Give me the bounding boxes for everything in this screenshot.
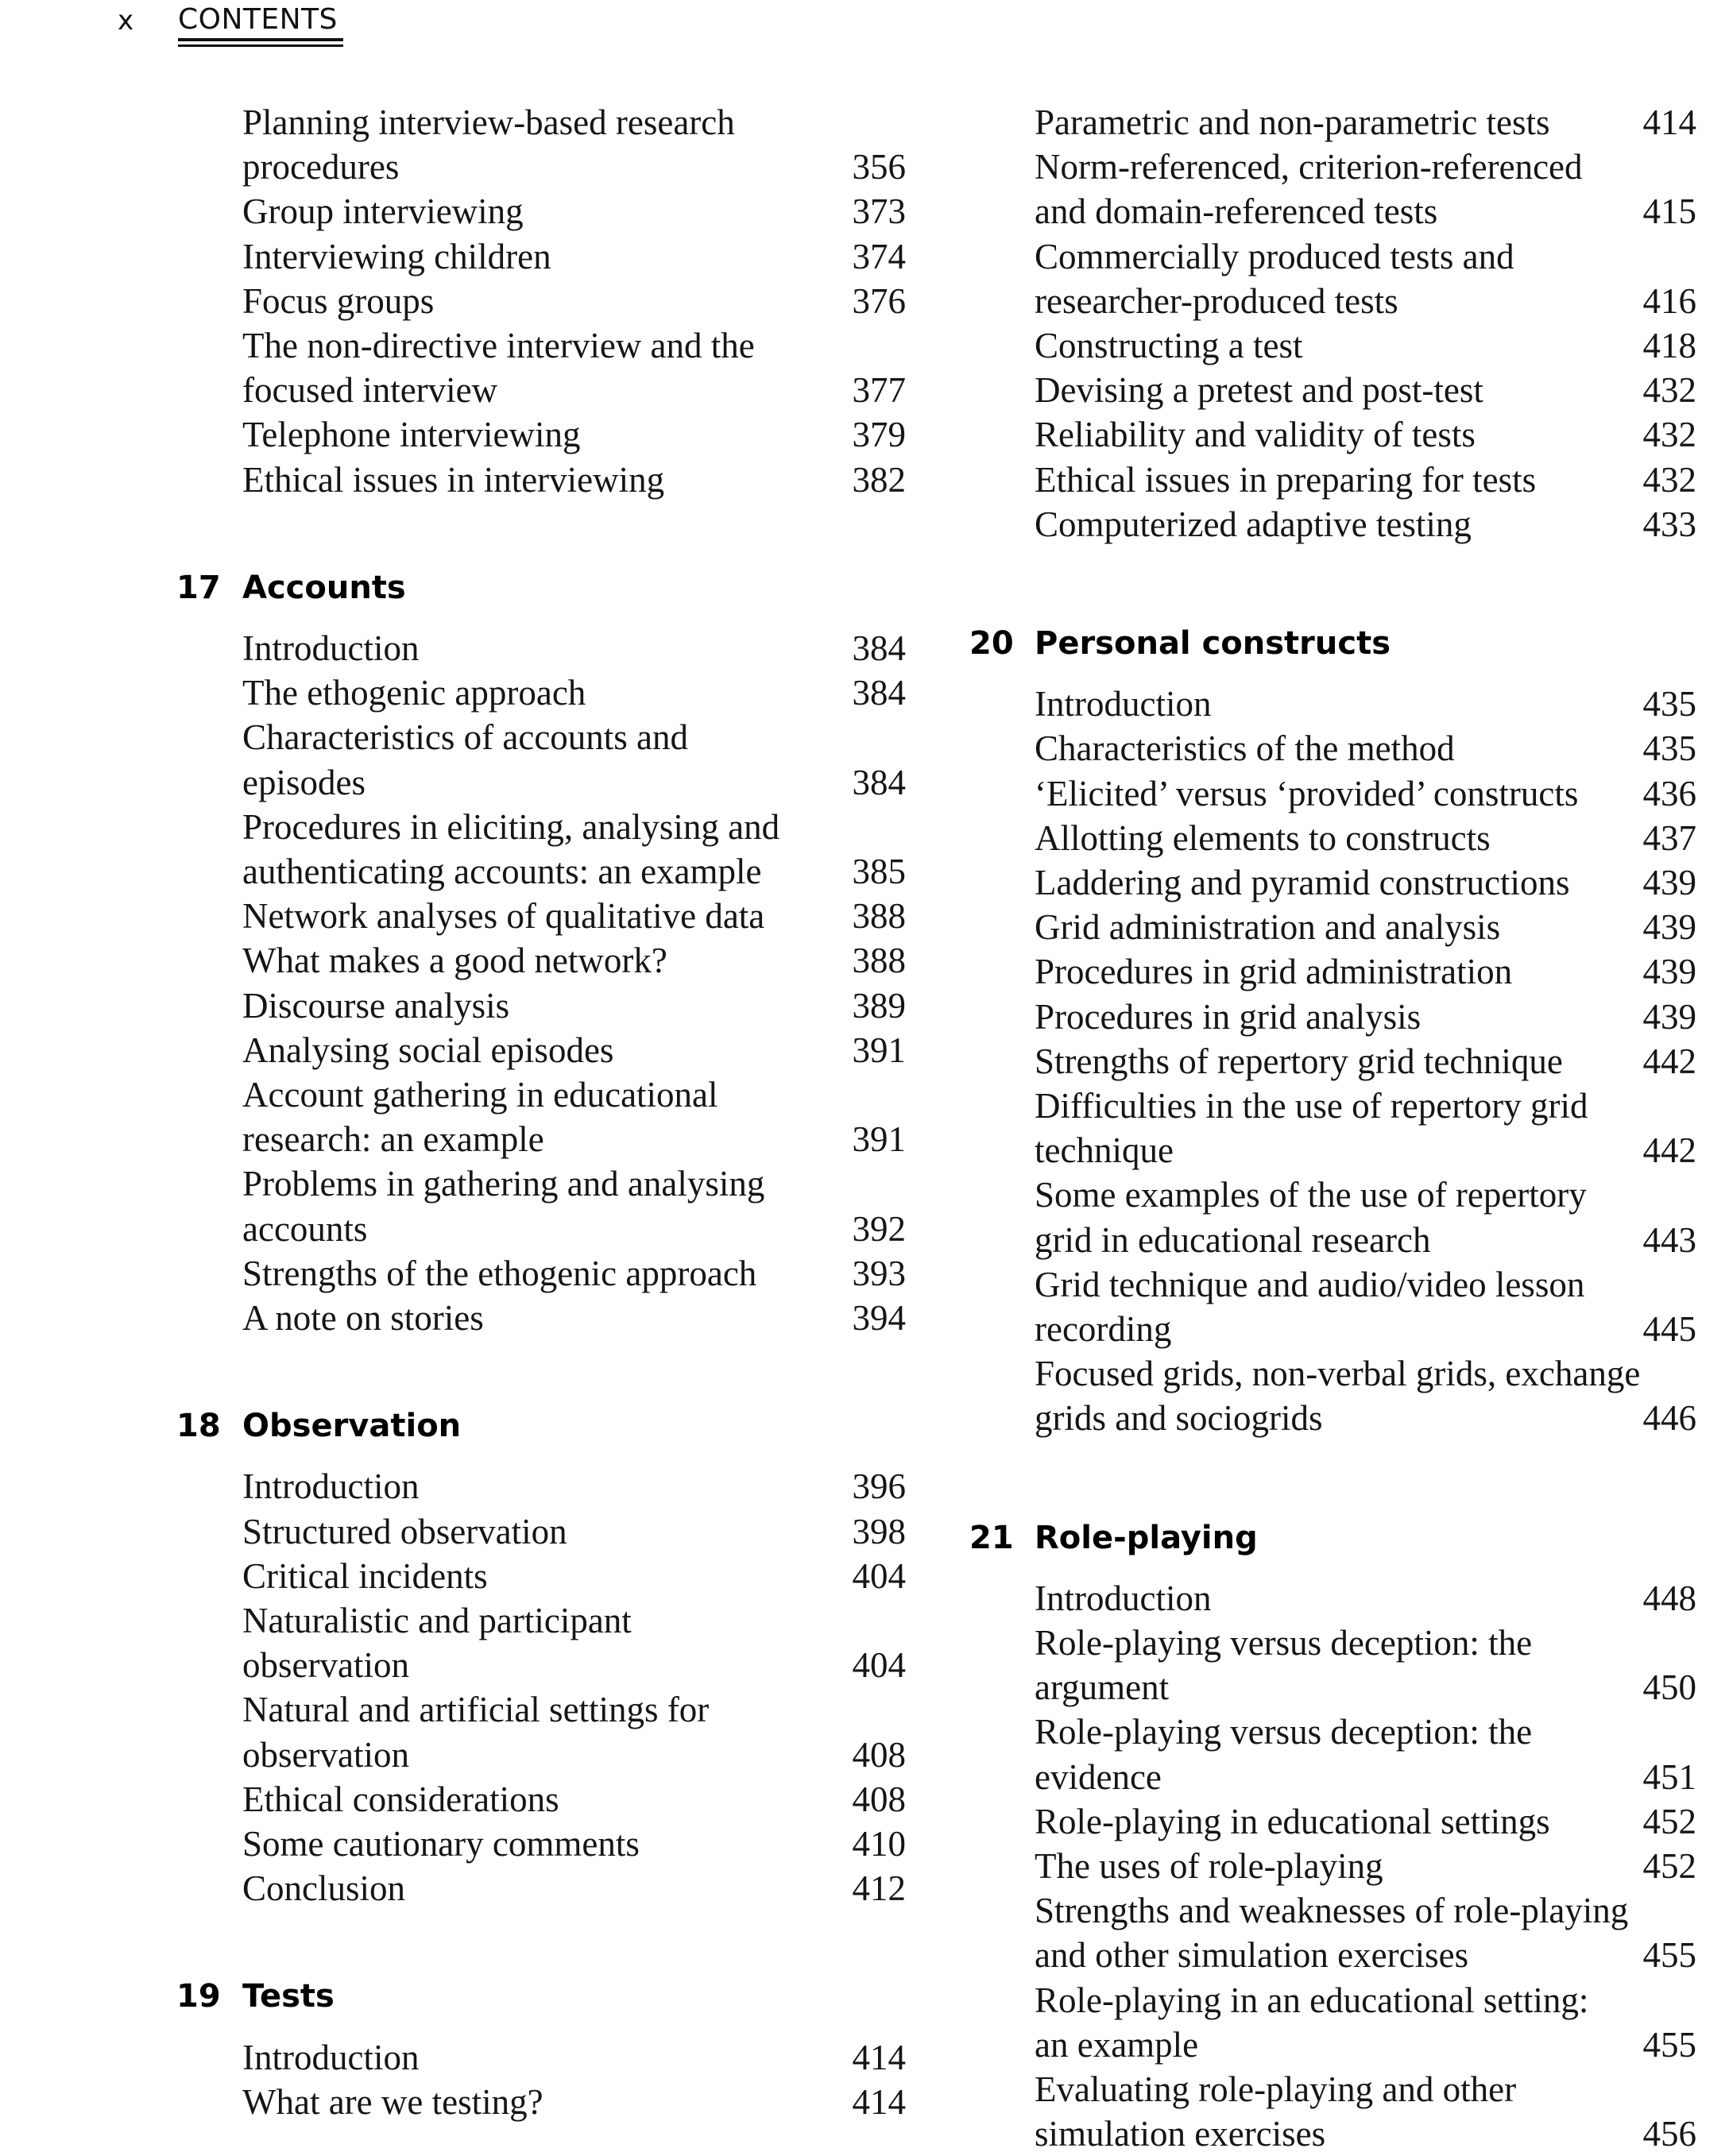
toc-entry-page-number: 384 <box>852 628 906 668</box>
toc-entry-page-number: 374 <box>852 236 906 276</box>
toc-entry-title: Analysing social episodes <box>242 1030 614 1070</box>
toc-entry-page-number: 432 <box>1642 459 1696 500</box>
chapter-title: Accounts <box>242 569 406 606</box>
toc-entry-page-number: 388 <box>852 896 906 937</box>
toc-entry-title: Role-playing in educational settings <box>1035 1801 1550 1841</box>
toc-entry-page-number: 394 <box>852 1298 906 1338</box>
toc-entry-page-number: 439 <box>1642 952 1696 992</box>
toc-entry-title: simulation exercises <box>1035 2114 1326 2154</box>
toc-entry-title: Account gathering in educational <box>242 1075 718 1115</box>
toc-entry-title: Telephone interviewing <box>242 415 581 455</box>
chapter-number: 20 <box>969 625 1014 662</box>
toc-entry-page-number: 396 <box>852 1466 906 1507</box>
toc-entry-title: Commercially produced tests and <box>1035 236 1514 276</box>
toc-entry-title: Ethical issues in interviewing <box>242 459 665 500</box>
toc-entry-title: and domain-referenced tests <box>1035 191 1438 232</box>
chapter-number: 18 <box>176 1408 221 1445</box>
toc-entry-title: Evaluating role-playing and other <box>1035 2069 1517 2109</box>
toc-entry-page-number: 439 <box>1642 863 1696 902</box>
toc-entry-page-number: 391 <box>852 1119 906 1160</box>
toc-entry-page-number: 408 <box>852 1779 906 1819</box>
toc-entry-title: Reliability and validity of tests <box>1035 415 1476 455</box>
toc-entry-title: and other simulation exercises <box>1035 1935 1469 1976</box>
toc-entry-page-number: 388 <box>852 941 906 981</box>
toc-entry-page-number: 439 <box>1642 907 1696 948</box>
toc-entry-page-number: 433 <box>1642 504 1696 544</box>
toc-entry-title: Characteristics of accounts and <box>242 717 689 758</box>
toc-entry-page-number: 389 <box>852 985 906 1026</box>
toc-entry-title: Ethical considerations <box>242 1779 559 1819</box>
toc-entry-page-number: 373 <box>852 191 906 232</box>
toc-entry-page-number: 437 <box>1642 817 1696 858</box>
toc-entry-title: ‘Elicited’ versus ‘provided’ constructs <box>1035 773 1579 813</box>
header-double-rule-top <box>178 38 343 41</box>
toc-entry-title: Introduction <box>242 2037 420 2077</box>
toc-entry-title: Introduction <box>1035 1578 1212 1618</box>
toc-entry-title: Grid technique and audio/video lesson <box>1035 1264 1585 1304</box>
toc-entry-title: Devising a pretest and post-test <box>1035 370 1483 411</box>
chapter-number: 19 <box>176 1978 221 2015</box>
toc-entry-title: Interviewing children <box>242 236 551 276</box>
toc-entry-title: focused interview <box>242 370 498 411</box>
toc-entry-page-number: 393 <box>852 1253 906 1293</box>
toc-entry-title: Naturalistic and participant <box>242 1601 632 1640</box>
toc-entry-title: What makes a good network? <box>242 941 667 981</box>
chapter-number: 21 <box>969 1519 1014 1556</box>
toc-entry-page-number: 435 <box>1642 684 1696 724</box>
toc-entry-title: Strengths of the ethogenic approach <box>242 1253 757 1293</box>
toc-entry-title: Critical incidents <box>242 1555 488 1596</box>
toc-entry-title: Role-playing versus deception: the <box>1035 1623 1533 1663</box>
toc-entry-page-number: 452 <box>1642 1801 1696 1841</box>
toc-entry-title: Norm-referenced, criterion-referenced <box>1035 147 1583 187</box>
toc-entry-title: Procedures in eliciting, analysing and <box>242 806 780 847</box>
chapter-title: Tests <box>242 1978 335 2015</box>
chapter-title: Role-playing <box>1035 1519 1258 1556</box>
toc-entry-page-number: 410 <box>852 1824 906 1864</box>
running-head: CONTENTS <box>178 3 338 36</box>
toc-entry-title: The ethogenic approach <box>242 673 586 713</box>
toc-entry-title: evidence <box>1035 1756 1162 1797</box>
toc-entry-title: technique <box>1035 1130 1174 1171</box>
toc-entry-page-number: 414 <box>852 2081 906 2122</box>
toc-entry-page-number: 415 <box>1642 191 1696 232</box>
toc-entry-title: Role-playing versus deception: the <box>1035 1712 1533 1752</box>
toc-entry-title: The non-directive interview and the <box>242 326 755 365</box>
toc-entry-page-number: 436 <box>1642 773 1696 813</box>
toc-entry-page-number: 379 <box>852 415 906 455</box>
toc-entry-page-number: 418 <box>1642 326 1696 365</box>
toc-entry-title: Introduction <box>242 1466 420 1507</box>
toc-entry-title: Discourse analysis <box>242 985 510 1026</box>
toc-entry-title: grid in educational research <box>1035 1219 1431 1260</box>
toc-entry-page-number: 382 <box>852 459 906 500</box>
chapter-title: Personal constructs <box>1035 625 1391 662</box>
toc-entry-title: Computerized adaptive testing <box>1035 504 1472 544</box>
toc-entry-title: Introduction <box>242 628 420 668</box>
toc-entry-page-number: 432 <box>1642 370 1696 411</box>
toc-entry-title: episodes <box>242 762 366 802</box>
toc-entry-title: Network analyses of qualitative data <box>242 896 765 937</box>
toc-entry-page-number: 455 <box>1642 1935 1696 1976</box>
toc-entry-page-number: 442 <box>1642 1041 1696 1081</box>
chapter-title: Observation <box>242 1408 462 1445</box>
toc-entry-page-number: 408 <box>852 1734 906 1775</box>
toc-entry-page-number: 414 <box>1642 102 1696 142</box>
toc-entry-page-number: 435 <box>1642 728 1696 769</box>
toc-entry-title: Allotting elements to constructs <box>1035 817 1491 858</box>
toc-entry-title: researcher-produced tests <box>1035 280 1398 321</box>
toc-entry-page-number: 443 <box>1642 1219 1696 1260</box>
page-number-folio: x <box>118 5 134 37</box>
toc-entry-page-number: 451 <box>1642 1756 1696 1797</box>
toc-entry-title: Constructing a test <box>1035 326 1303 365</box>
toc-entry-title: Problems in gathering and analysing <box>242 1164 765 1204</box>
toc-entry-title: Grid administration and analysis <box>1035 907 1501 948</box>
toc-entry-page-number: 445 <box>1642 1309 1696 1349</box>
toc-entry-page-number: 404 <box>852 1555 906 1596</box>
toc-entry-title: Focused grids, non-verbal grids, exchange <box>1035 1354 1641 1394</box>
toc-entry-page-number: 439 <box>1642 996 1696 1037</box>
toc-entry-title: Focus groups <box>242 280 435 321</box>
header-double-rule-bottom <box>178 44 343 47</box>
toc-entry-page-number: 455 <box>1642 2024 1696 2065</box>
toc-entry-page-number: 450 <box>1642 1667 1696 1708</box>
toc-entry-title: Planning interview-based research <box>242 102 735 142</box>
toc-entry-title: observation <box>242 1645 409 1686</box>
toc-entry-title: observation <box>242 1734 409 1775</box>
toc-entry-page-number: 384 <box>852 673 906 713</box>
toc-entry-title: grids and sociogrids <box>1035 1398 1323 1439</box>
toc-entry-page-number: 404 <box>852 1645 906 1686</box>
toc-entry-title: argument <box>1035 1667 1170 1708</box>
toc-entry-title: Role-playing in an educational setting: <box>1035 1980 1589 2020</box>
toc-entry-page-number: 414 <box>852 2037 906 2077</box>
toc-entry-title: What are we testing? <box>242 2081 543 2122</box>
toc-entry-page-number: 356 <box>852 147 906 187</box>
toc-entry-title: Strengths of repertory grid technique <box>1035 1041 1563 1081</box>
toc-entry-title: an example <box>1035 2024 1199 2065</box>
toc-entry-page-number: 432 <box>1642 415 1696 455</box>
toc-entry-title: Introduction <box>1035 684 1212 724</box>
toc-entry-page-number: 391 <box>852 1030 906 1070</box>
toc-entry-page-number: 385 <box>852 852 906 891</box>
toc-entry-page-number: 376 <box>852 280 906 321</box>
toc-entry-page-number: 412 <box>852 1868 906 1909</box>
toc-entry-title: Laddering and pyramid constructions <box>1035 863 1570 902</box>
toc-entry-page-number: 446 <box>1642 1398 1696 1439</box>
toc-entry-title: Ethical issues in preparing for tests <box>1035 459 1537 500</box>
chapter-number: 17 <box>176 569 221 606</box>
toc-entry-title: Procedures in grid analysis <box>1035 996 1421 1037</box>
toc-entry-title: Structured observation <box>242 1511 567 1551</box>
toc-entry-page-number: 442 <box>1642 1130 1696 1171</box>
toc-entry-page-number: 398 <box>852 1511 906 1551</box>
toc-entry-page-number: 377 <box>852 370 906 411</box>
toc-entry-title: Strengths and weaknesses of role-playing <box>1035 1891 1629 1931</box>
toc-entry-title: accounts <box>242 1208 368 1249</box>
toc-entry-title: Characteristics of the method <box>1035 728 1455 769</box>
toc-entry-page-number: 384 <box>852 762 906 802</box>
toc-entry-page-number: 448 <box>1642 1578 1696 1618</box>
toc-entry-title: Procedures in grid administration <box>1035 952 1513 992</box>
toc-entry-title: procedures <box>242 147 400 187</box>
toc-entry-title: Group interviewing <box>242 191 524 232</box>
toc-entry-title: Some examples of the use of repertory <box>1035 1175 1587 1215</box>
toc-entry-title: research: an example <box>242 1119 544 1160</box>
toc-entry-title: authenticating accounts: an example <box>242 852 762 891</box>
toc-entry-title: Difficulties in the use of repertory grid <box>1035 1086 1588 1126</box>
toc-entry-title: Conclusion <box>242 1868 406 1909</box>
toc-entry-page-number: 456 <box>1642 2114 1696 2154</box>
toc-entry-page-number: 452 <box>1642 1846 1696 1886</box>
toc-entry-title: Natural and artificial settings for <box>242 1690 710 1730</box>
toc-entry-page-number: 392 <box>852 1208 906 1249</box>
toc-entry-title: The uses of role-playing <box>1035 1846 1383 1886</box>
toc-entry-title: recording <box>1035 1309 1172 1349</box>
toc-entry-page-number: 416 <box>1642 280 1696 321</box>
toc-entry-title: A note on stories <box>242 1298 484 1338</box>
toc-entry-title: Some cautionary comments <box>242 1824 640 1864</box>
toc-entry-title: Parametric and non-parametric tests <box>1035 102 1550 142</box>
